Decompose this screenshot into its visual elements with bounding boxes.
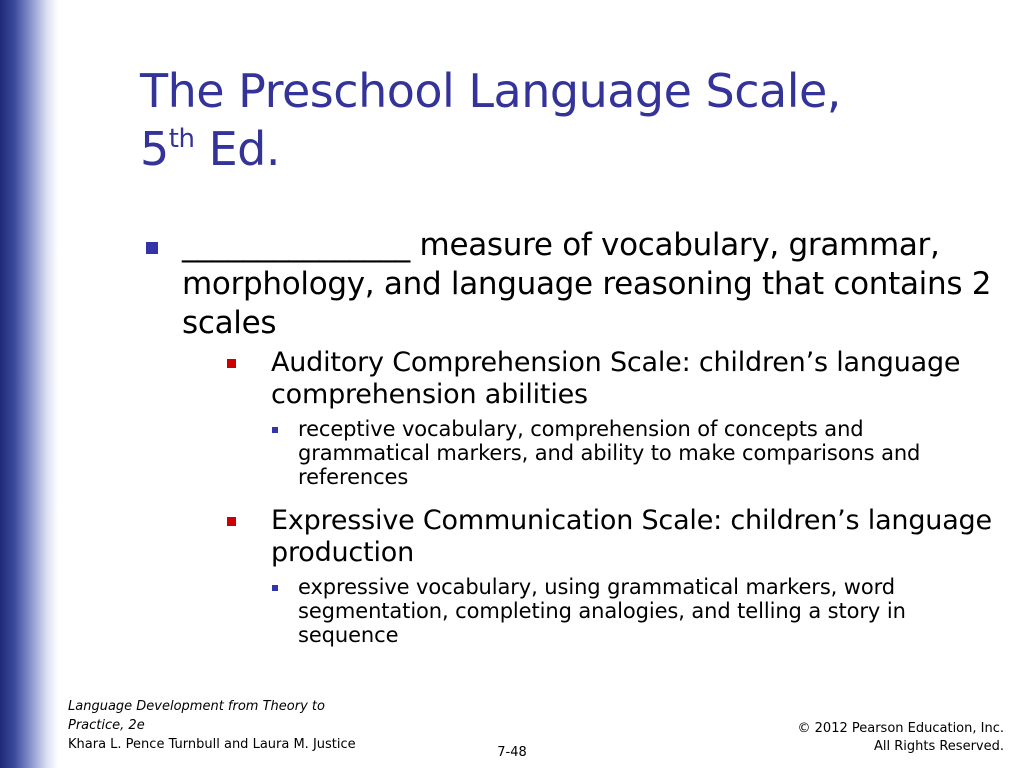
square-bullet-icon — [227, 359, 236, 368]
bullet-text: _______________ measure of vocabulary, grammar, morphology, and language reasoning that contains 2 scales — [182, 227, 992, 341]
slide-body — [140, 226, 1000, 647]
bullet-level3 — [272, 575, 1000, 647]
slide-number: 7-48 — [497, 745, 527, 760]
bullet-level2 — [227, 347, 1000, 411]
title-line-2: Ed. — [208, 122, 280, 176]
bullet-level2 — [227, 505, 1000, 569]
bullet-text: Expressive Communication Scale: children’s language production — [271, 505, 992, 568]
square-bullet-icon — [227, 517, 236, 526]
copyright-line-2: All Rights Reserved. — [873, 739, 1004, 754]
side-gradient-bar — [0, 0, 58, 768]
footer-book-title: Language Development from Theory to Practice, 2e — [68, 699, 325, 733]
square-bullet-icon — [272, 427, 278, 433]
title-ordinal-suffix: th — [168, 124, 195, 154]
square-bullet-icon — [146, 242, 158, 254]
bullet-level1 — [140, 226, 1000, 343]
bullet-level3 — [272, 417, 1000, 489]
title-ordinal-number: 5 — [140, 122, 169, 176]
bullet-text: expressive vocabulary, using grammatical markers, word segmentation, completing analogies, and telling a story in sequence — [298, 575, 906, 647]
footer-authors: Khara L. Pence Turnbull and Laura M. Justice — [68, 737, 356, 752]
square-bullet-icon — [272, 585, 278, 591]
slide-title — [140, 62, 1000, 178]
copyright-line-1: © 2012 Pearson Education, Inc. — [797, 721, 1004, 736]
bullet-text: receptive vocabulary, comprehension of concepts and grammatical markers, and ability to make comparisons and references — [298, 417, 921, 489]
title-line-1: The Preschool Language Scale, — [140, 64, 841, 118]
bullet-text: Auditory Comprehension Scale: children’s language comprehension abilities — [271, 347, 961, 410]
footer-copyright — [798, 720, 1004, 756]
